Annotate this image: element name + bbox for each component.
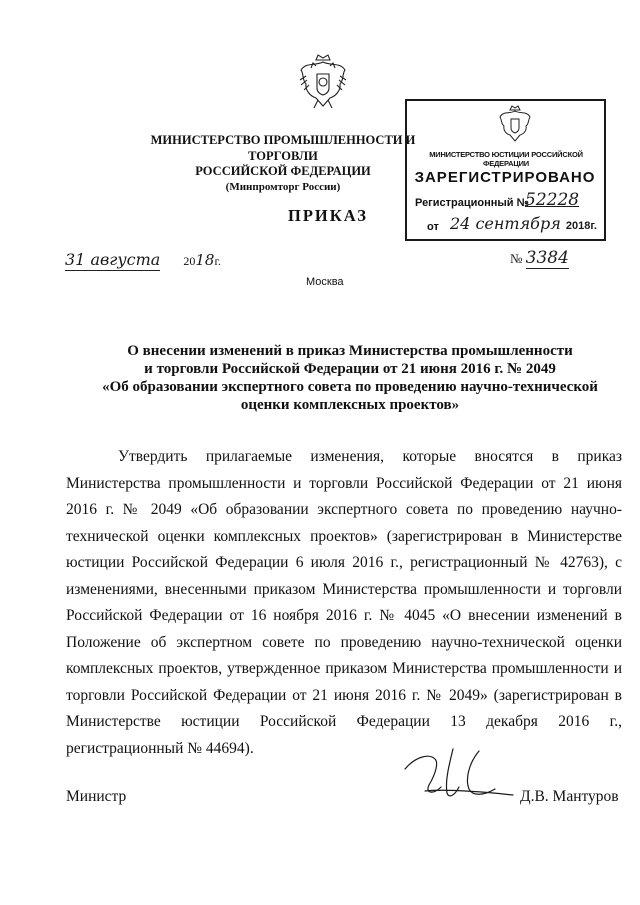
order-number-label: №: [510, 251, 523, 266]
body-paragraph: Утвердить прилагаемые изменения, которые вносятся в приказ Министерства промышленности и торговли Российской Федерации от 21 июня 2016 г. № 2049 «Об образовании экспертного совета по проведению научно-технической оценки комплексных проектов» (зарегистрирован в Министерстве юстиции Российской Федерации 6 июля 2016 г., регистрационный № 42763), с изменениями, внесенными приказом Министерства промышленности и торговли Российской Федерации от 16 ноября 2016 г. № 4045 «О внесении изменений в Положение об экспертном совете по проведению научно-технической оценки комплексных проектов, утвержденное приказом Министерства промышленности и торговли Российской Федерации от 21 июня 2016 г. № 2049» (зарегистрирован в Министерстве юстиции Российской Федерации 13 декабря 2016 г., регистрационный № 44694).: [66, 448, 622, 757]
stamp-coat-of-arms-icon: [497, 105, 533, 145]
order-date: [65, 250, 221, 269]
coat-of-arms-icon: [296, 52, 350, 114]
ministry-header: [140, 133, 426, 195]
document-type: ПРИКАЗ: [288, 206, 368, 225]
document-body: [66, 444, 622, 762]
title-line4: оценки комплексных проектов»: [240, 397, 460, 413]
title-line3: «Об образовании экспертного совета по проведению научно-технической: [102, 379, 598, 395]
order-year-prefix: 20: [183, 254, 196, 268]
stamp-date-handwritten: [450, 214, 597, 233]
stamp-reg-label: Регистрационный №: [415, 197, 529, 209]
signatory-name: Д.В. Мантуров: [520, 788, 619, 805]
stamp-authority: МИНИСТЕРСТВО ЮСТИЦИИ РОССИЙСКОЙ ФЕДЕРАЦИИ: [429, 150, 583, 168]
ministry-short-name: (Минпромторг России): [225, 180, 341, 193]
order-number: [510, 248, 569, 268]
order-number-value: 3384: [525, 248, 569, 268]
title-line2: и торговли Российской Федерации от 21 июня 2016 г. № 2049: [144, 361, 556, 377]
stamp-status: ЗАРЕГИСТРИРОВАНО: [414, 169, 596, 186]
stamp-reg-number: 52228: [525, 190, 580, 210]
stamp-date-day-month: 24 сентября: [450, 214, 561, 233]
signatory-position: Министр: [66, 788, 127, 805]
order-year-handwritten: 18: [195, 251, 215, 269]
title-line1: О внесении изменений в приказ Министерства промышленности: [127, 343, 573, 359]
ministry-name-line2: РОССИЙСКОЙ ФЕДЕРАЦИИ: [195, 164, 371, 178]
city: Москва: [306, 276, 344, 288]
stamp-date-prefix: от: [427, 221, 439, 233]
order-date-handwritten: 31 августа: [65, 250, 161, 269]
registration-stamp: [405, 99, 606, 241]
document-title: [80, 342, 620, 414]
ministry-name-line1: МИНИСТЕРСТВО ПРОМЫШЛЕННОСТИ И ТОРГОВЛИ: [150, 133, 416, 163]
stamp-date-year: 2018г.: [565, 220, 597, 232]
signature-icon: [395, 745, 527, 805]
order-year-suffix: г.: [214, 254, 222, 268]
